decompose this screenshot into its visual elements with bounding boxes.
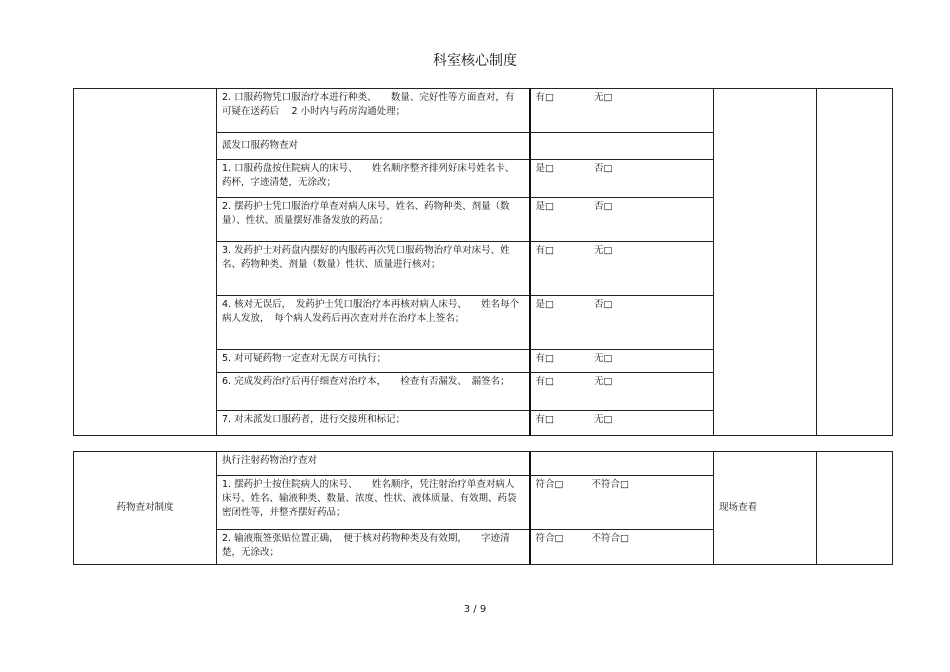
option-no[interactable]: 无□ (593, 376, 613, 387)
check-table-1 (73, 88, 893, 436)
score-cell (817, 452, 893, 565)
category-cell: 药物查对制度 (74, 452, 217, 565)
option-yes[interactable]: 有□ (535, 245, 554, 256)
result-cell (530, 242, 714, 296)
result-cell (530, 452, 714, 476)
result-cell (530, 411, 714, 436)
check-item: 1. 摆药护士按住院病人的床号、 姓名顺序，凭注射治疗单查对病人床号、姓名、输液种类、数量、浓度、性状、液体质量、有效期、药袋密闭性等，并整齐摆好药品； (217, 476, 530, 530)
table-row (74, 89, 893, 133)
check-table-2 (73, 451, 893, 565)
option-yes[interactable]: 有□ (535, 353, 554, 364)
result-cell (530, 373, 714, 411)
option-fail[interactable]: 不符合□ (591, 479, 629, 490)
option-no[interactable]: 否□ (593, 201, 613, 212)
option-yes[interactable]: 有□ (535, 376, 554, 387)
result-cell (530, 296, 714, 350)
result-cell (530, 160, 714, 198)
check-item: 6. 完成发药治疗后再仔细查对治疗本， 检查有否漏发、 漏签名； (217, 373, 530, 411)
method-cell (714, 89, 817, 436)
section-heading: 派发口服药物查对 (217, 133, 530, 160)
option-no[interactable]: 无□ (593, 414, 613, 425)
option-no[interactable]: 否□ (593, 299, 613, 310)
option-yes[interactable]: 是□ (535, 163, 554, 174)
check-item: 1. 口服药盘按住院病人的床号、 姓名顺序整齐排列好床号姓名卡、药杯，字迹清楚，无涂改； (217, 160, 530, 198)
result-cell (530, 476, 714, 530)
check-item: 5. 对可疑药物一定查对无误方可执行； (217, 350, 530, 373)
option-no[interactable]: 无□ (593, 245, 613, 256)
result-cell (530, 530, 714, 565)
check-item: 3. 发药护士对药盘内摆好的内服药再次凭口服药物治疗单对床号、姓名、药物种类、剂量（数量）性状、质量进行核对； (217, 242, 530, 296)
result-cell (530, 350, 714, 373)
method-cell: 现场查看 (714, 452, 817, 565)
section-heading: 执行注射药物治疗查对 (217, 452, 530, 476)
option-yes[interactable]: 有□ (535, 414, 554, 425)
option-pass[interactable]: 符合□ (535, 533, 564, 544)
page-title: 科室核心制度 (433, 53, 517, 69)
page-number: 3 / 9 (463, 604, 487, 615)
check-item: 2. 输液瓶签张贴位置正确， 便于核对药物种类及有效期， 字迹清楚，无涂改； (217, 530, 530, 565)
check-item: 4. 核对无误后， 发药护士凭口服治疗本再核对病人床号、 姓名每个病人发放， 每个病人发药后再次查对并在治疗本上签名； (217, 296, 530, 350)
result-cell (530, 89, 714, 133)
result-cell (530, 198, 714, 242)
category-cell (74, 89, 217, 436)
check-item: 2. 口服药物凭口服治疗本进行种类、 数量、完好性等方面查对，有可疑在送药后 2 小时内与药房沟通处理； (217, 89, 530, 133)
result-cell (530, 133, 714, 160)
check-item: 2. 摆药护士凭口服治疗单查对病人床号、姓名、药物种类、剂量（数量）、性状、质量摆好准备发放的药品； (217, 198, 530, 242)
option-no[interactable]: 否□ (593, 163, 613, 174)
option-pass[interactable]: 符合□ (535, 479, 564, 490)
option-yes[interactable]: 是□ (535, 299, 554, 310)
option-no[interactable]: 无□ (593, 353, 613, 364)
option-yes[interactable]: 是□ (535, 201, 554, 212)
option-no[interactable]: 无□ (593, 92, 613, 103)
option-fail[interactable]: 不符合□ (591, 533, 629, 544)
score-cell (817, 89, 893, 436)
option-yes[interactable]: 有□ (535, 92, 554, 103)
table-row (74, 452, 893, 476)
check-item: 7. 对未派发口服药者，进行交接班和标记； (217, 411, 530, 436)
